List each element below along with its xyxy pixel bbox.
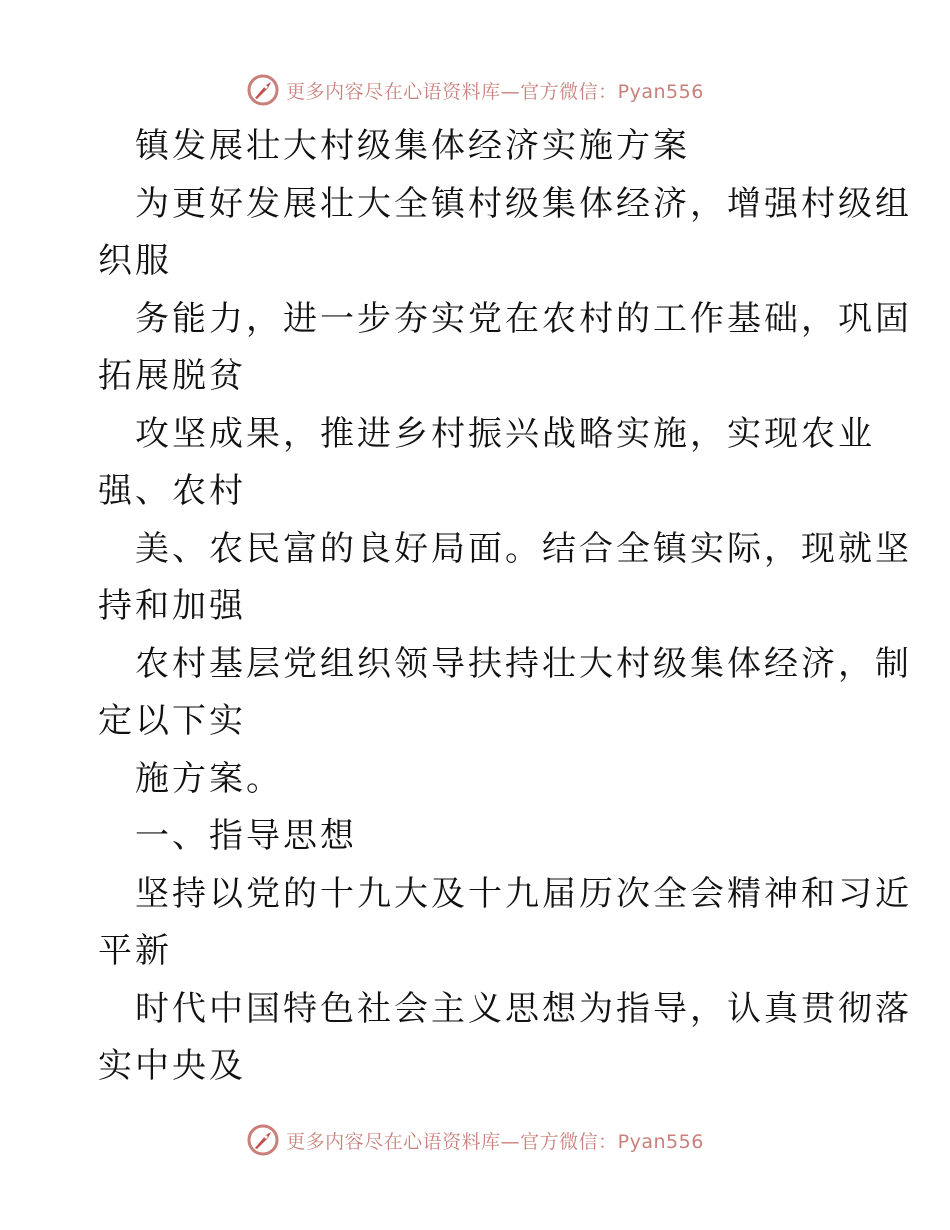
document-body	[98, 118, 912, 1096]
paragraph-line: 实中央及	[98, 1046, 246, 1086]
paragraph-line: 为更好发展壮大全镇村级集体经济，增强村级组	[135, 183, 912, 224]
paragraph-line: 农村基层党组织领导扶持壮大村级集体经济，制	[135, 643, 912, 684]
paragraph-line: 平新	[98, 931, 172, 971]
footer-watermark-inner	[246, 1123, 704, 1157]
paragraph-line: 强、农村	[98, 471, 246, 511]
document-title: 镇发展壮大村级集体经济实施方案	[135, 126, 690, 166]
footer-watermark	[0, 1120, 950, 1160]
paragraph-line: 织服	[98, 241, 172, 281]
pen-nib-seal-icon	[246, 73, 280, 107]
paragraph-line: 持和加强	[98, 586, 246, 626]
header-watermark-text: 更多内容尽在心语资料库—官方微信：Pyan556	[286, 80, 704, 103]
header-watermark	[0, 70, 950, 110]
section-heading: 一、指导思想	[135, 816, 357, 856]
paragraph-line: 攻坚成果，推进乡村振兴战略实施，实现农业	[135, 413, 875, 454]
pen-nib-seal-icon	[246, 1123, 280, 1157]
header-watermark-inner	[246, 73, 704, 107]
paragraph-line: 时代中国特色社会主义思想为指导，认真贯彻落	[135, 988, 912, 1029]
paragraph-line: 美、农民富的良好局面。结合全镇实际，现就坚	[135, 528, 912, 569]
footer-watermark-text: 更多内容尽在心语资料库—官方微信：Pyan556	[286, 1130, 704, 1153]
paragraph-line: 务能力，进一步夯实党在农村的工作基础，巩固	[135, 298, 912, 339]
paragraph-line: 坚持以党的十九大及十九届历次全会精神和习近	[135, 873, 912, 914]
paragraph-line: 拓展脱贫	[98, 356, 246, 396]
paragraph-line: 施方案。	[135, 758, 283, 799]
paragraph-line: 定以下实	[98, 701, 246, 741]
